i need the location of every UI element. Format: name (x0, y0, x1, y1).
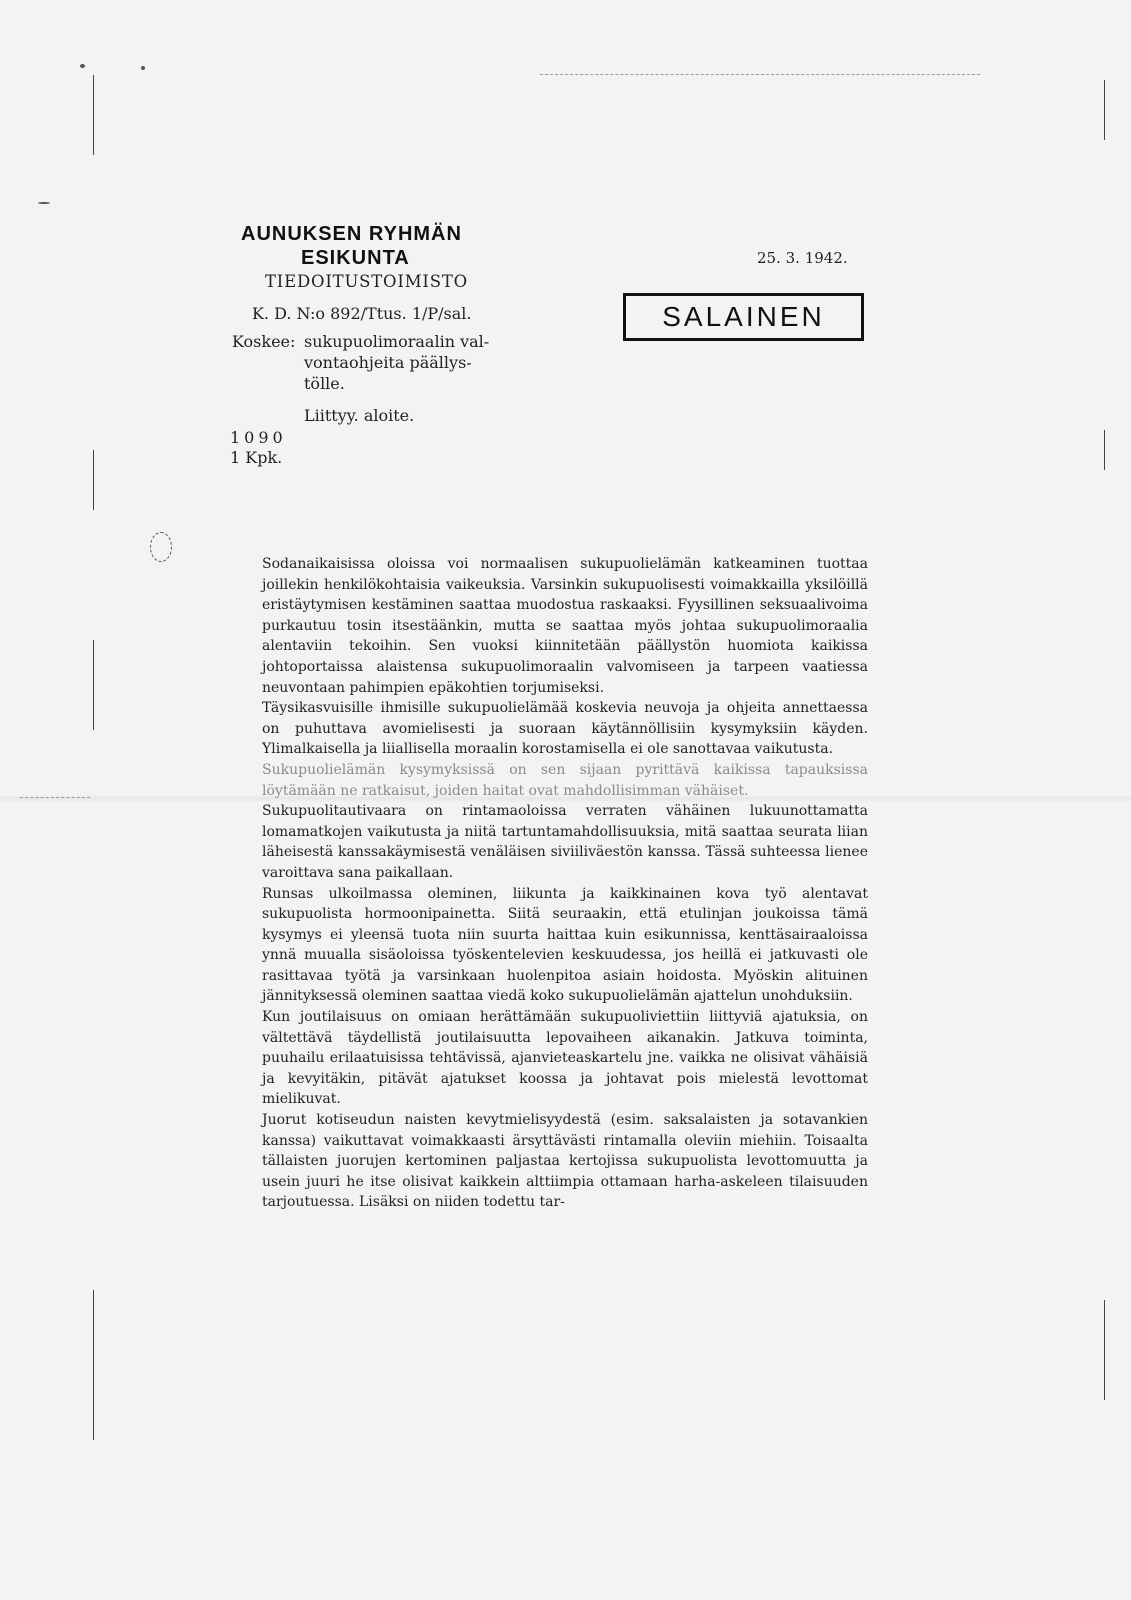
left-edge-mark (93, 75, 94, 155)
paragraph: Runsas ulkoilmassa oleminen, liikunta ja kaikkinainen kova työ alentavat sukupuolista hormoonipainetta. Siitä seuraakin, että etulinjan joukoissa tämä kysymys ei yleensä tuota niin suurta haittaa kuin esikunnissa, kenttäsairaaloissa ynnä muualla sisäoloissa työskentelevien keskuudessa, jos heillä ei jatkuvasti ole rasittavaa työtä ja varsinkaan huolenpitoa asiain hoidosta. Myöskin alituinen jännityksessä oleminen saattaa viedä koko sukupuolielämän ajattelun unohduksiin. (262, 885, 868, 1005)
scan-speck (80, 64, 85, 68)
left-edge-mark (93, 450, 94, 510)
subject-block (225, 331, 525, 394)
right-edge-mark (1104, 80, 1105, 140)
organization-line-2: ESIKUNTA (301, 247, 410, 269)
scan-fold-line (540, 74, 980, 75)
scan-fold-line (20, 797, 90, 798)
paragraph: Kun joutilaisuus on omiaan herättämään sukupuoliviettiin liittyviä ajatuksia, on vältettävä täydellistä joutilaisuutta lepovaiheen aikanakin. Jatkuva toiminta, puuhailu erilaatuisissa tehtävissä, ajanvieteaskartelu jne. vaikka ne olisivat vähäisiä ja kevyitäkin, pitävät ajatukset koossa ja johtavat pois mielestä levottomat mielikuvat. (262, 1009, 868, 1108)
left-edge-mark (93, 1290, 94, 1440)
related-note: Liittyy. aloite. (304, 406, 415, 425)
paragraph: Sukupuolitautivaara on rintamaoloissa verraten vähäinen lukuunottamatta lomamatkojen vaikutusta ja niitä tartuntamahdollisuuksia, mitä saattaa seurata liian läheisestä kanssakäymisestä venäläisen siviiliväestön kanssa. Tässä suhteessa lienee varoittava sana paikallaan. (262, 803, 868, 881)
left-edge-mark (93, 640, 94, 730)
right-edge-mark (1104, 1300, 1105, 1400)
scan-speck (38, 202, 50, 204)
document-date: 25. 3. 1942. (757, 249, 848, 267)
scan-speck (141, 66, 145, 70)
subject-text: sukupuolimoraalin val-vontaohjeita päällys-tölle. (304, 332, 490, 393)
office-name: TIEDOITUSTOIMISTO (265, 272, 468, 291)
paragraph: Täysikasvuisille ihmisille sukupuolielämää koskevia neuvoja ja ohjeita annettaessa on puhuttava avomielisesti ja suoraan käytännöllisiin kysymyksiin käyden. Ylimalkaisella ja liiallisella moraalin korostamisella ei ole sanottavaa vaikutusta. (262, 700, 868, 758)
copies-count: 1 Kpk. (230, 448, 283, 467)
paragraph: Sukupuolielämän kysymyksissä on sen sijaan pyrittävä kaikissa tapauksissa löytämään ne ratkaisut, joiden haitat ovat mahdollisimman vähäiset. (262, 761, 868, 799)
paragraph: Sodanaikaisissa oloissa voi normaalisen sukupuolielämän katkeaminen tuottaa joillekin henkilökohtaisia vaikeuksia. Varsinkin sukupuolisesti voimakkailla yksilöillä eristäytymisen kestäminen saattaa muodostua raskaaksi. Fyysillinen seksuaalivoima purkautuu tosin itsestäänkin, mutta se saattaa myös johtaa sukupuolimoraalia alentaviin tekoihin. Sen vuoksi kiinnitetään päällystön huomiota kaikissa johtoportaissa alaistensa sukupuolimoraalin valvomiseen ja tarpeen vaatiessa neuvontaan pahimpien epäkohtien torjumiseksi. (262, 556, 868, 696)
right-edge-mark (1104, 430, 1105, 470)
organization-line-1: AUNUKSEN RYHMÄN (241, 223, 462, 245)
subject-label: Koskee: (232, 332, 296, 351)
paragraph: Juorut kotiseudun naisten kevytmielisyydestä (esim. saksalaisten ja sotavankien kanssa) vaikuttavat voimakkaasti ärsyttävästi rintamalla oleviin miehiin. Toisaalta tällaisten juorujen kertominen paljastaa kertojissa sukupuolista levottomuutta ja usein juuri he itse olisivat kaikkein alttiimpia ottamaan harha-askeleen tilaisuuden tarjoutuessa. Lisäksi on niiden todettu tar- (262, 1112, 868, 1211)
letterhead (225, 222, 525, 425)
classification-stamp: SALAINEN (623, 293, 864, 341)
document-body (262, 554, 868, 1213)
punch-hole-mark (150, 532, 172, 562)
reference-number: K. D. N:o 892/Ttus. 1/P/sal. (252, 304, 472, 323)
registry-number: 1090 (230, 428, 287, 447)
